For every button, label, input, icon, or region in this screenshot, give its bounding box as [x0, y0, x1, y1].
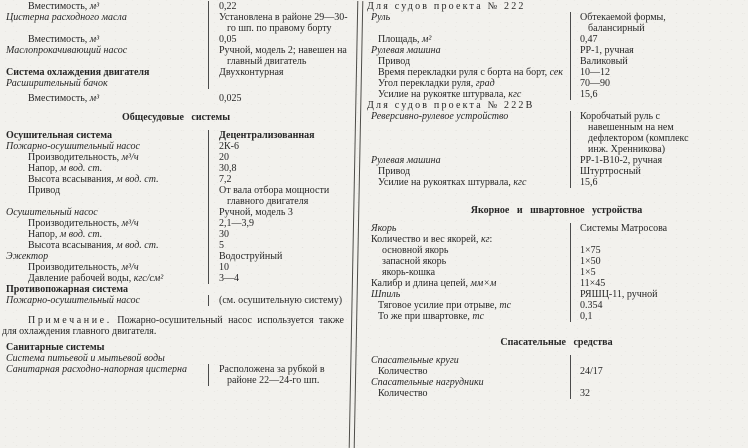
spec-value	[570, 377, 710, 388]
table-row	[0, 229, 352, 240]
unit-label: кгс/см²	[133, 273, 164, 284]
unit-label: сек	[549, 67, 563, 78]
note-paragraph: Примечание. Пожарно-осушительный насос используется также для охлаждения главного двигателя.	[2, 315, 344, 337]
table-row	[365, 78, 748, 89]
table-row	[365, 12, 748, 34]
table-row	[0, 251, 352, 262]
unit-label: м вод. ст.	[116, 240, 159, 251]
left-column	[0, 1, 352, 448]
spec-label: Время перекладки руля с борта на борт, сек	[378, 67, 563, 78]
table-row	[365, 267, 748, 278]
spec-label: Система охлаждения двигателя	[6, 67, 150, 78]
spec-value: 20	[208, 152, 352, 163]
table-row	[0, 163, 352, 174]
spec-label: Система питьевой и мытьевой воды	[6, 353, 165, 364]
table-row	[365, 111, 748, 155]
table-row	[0, 207, 352, 218]
table-row	[365, 56, 748, 67]
spec-label: основной якорь	[382, 245, 449, 256]
spec-label: Площадь, м²	[378, 34, 432, 45]
spec-label: Калибр и длина цепей, мм×м	[371, 278, 497, 289]
spec-value: 30,8	[208, 163, 352, 174]
table-row	[365, 256, 748, 267]
spec-label: Производительность, м³/ч	[28, 262, 139, 273]
spec-rows-block	[0, 342, 352, 364]
spec-value: Коробчатый руль с навешенным на нем дефлектором (комплекс инж. Хренникова)	[570, 111, 710, 155]
spec-value	[570, 234, 710, 245]
unit-label: м³/ч	[121, 262, 139, 273]
table-row	[0, 185, 352, 207]
table-row	[0, 353, 352, 364]
unit-label: град	[475, 78, 495, 89]
spec-rows-block	[365, 12, 748, 100]
spec-value: (см. осушительную систему)	[208, 295, 352, 306]
spec-rows-block	[0, 295, 352, 306]
table-row	[0, 141, 352, 152]
table-row	[0, 12, 352, 34]
spec-value: 0,025	[219, 93, 242, 104]
table-row	[0, 342, 352, 353]
spec-label: Якорь	[371, 223, 397, 234]
unit-label: кгс	[508, 89, 522, 100]
spec-label: Производительность, м³/ч	[28, 218, 139, 229]
table-row	[365, 34, 748, 45]
spec-value: Расположена за рубкой в районе 22—24-го шп.	[208, 364, 352, 386]
spec-value: 10	[208, 262, 352, 273]
spec-label: Маслопрокачивающий насос	[6, 45, 128, 56]
spec-label: Тяговое усилие при отрыве, тс	[378, 300, 512, 311]
spec-label: Спасательные круги	[371, 355, 459, 366]
section-heading: Якорное и швартовное устройства	[470, 205, 643, 216]
table-row	[0, 130, 352, 141]
spec-label: Усилие на рукоятках штурвала, кгс	[378, 177, 527, 188]
spec-value: 0,05	[208, 34, 352, 45]
spec-rows-block	[365, 355, 748, 399]
spec-label: Противопожарная система	[6, 284, 128, 295]
spec-rows-block	[365, 111, 748, 188]
spec-value: 3—4	[208, 273, 352, 284]
spec-label: Привод	[378, 56, 411, 67]
spec-label: Вместимость, м³	[28, 34, 100, 45]
table-row	[365, 177, 748, 188]
spec-value	[208, 342, 352, 353]
spec-label: Спасательные нагрудники	[371, 377, 484, 388]
table-row	[0, 1, 352, 12]
spec-value: 2,1—3,9	[208, 218, 352, 229]
spec-label: Рулевая машина	[371, 155, 441, 166]
spec-value: Децентрализованная	[208, 130, 352, 141]
spec-label: Производительность, м³/ч	[28, 152, 139, 163]
table-row	[365, 289, 748, 300]
table-row	[0, 218, 352, 229]
spec-value: 10—12	[570, 67, 710, 78]
table-row	[365, 223, 748, 234]
spec-label: Вместимость, м³	[28, 93, 100, 104]
spec-rows-block	[0, 1, 352, 89]
spec-value: 1×50	[570, 256, 710, 267]
spec-value: Валиковый	[570, 56, 710, 67]
unit-label: кг	[480, 234, 490, 245]
spec-value: 15,6	[570, 89, 710, 100]
spec-value: 30	[208, 229, 352, 240]
note-lead: Примечание.	[28, 315, 112, 326]
table-row	[365, 89, 748, 100]
spec-label: Санитарные системы	[6, 342, 105, 353]
spec-value: 7,2	[208, 174, 352, 185]
spec-label: Руль	[371, 12, 391, 23]
spec-value	[570, 355, 710, 366]
spec-value	[208, 78, 352, 89]
spec-value: Ручной, модель 3	[208, 207, 352, 218]
table-row	[0, 295, 352, 306]
table-row	[365, 67, 748, 78]
spec-value: 1×75	[570, 245, 710, 256]
unit-label: кгс	[513, 177, 527, 188]
spec-rows-block	[0, 130, 352, 284]
spec-value: 15,6	[570, 177, 710, 188]
spec-value: 0,1	[570, 311, 710, 322]
spec-value: 1×5	[570, 267, 710, 278]
unit-label: м³/ч	[121, 152, 139, 163]
spec-label: Расширительный бачок	[6, 78, 108, 89]
spec-value	[208, 353, 352, 364]
project-heading: Для судов проекта № 222	[367, 1, 526, 12]
spec-value: 11×45	[570, 278, 710, 289]
table-row	[365, 245, 748, 256]
spec-rows-block	[0, 284, 352, 295]
spec-value: Обтекаемой формы, балансирный	[570, 12, 710, 34]
table-row	[0, 174, 352, 185]
spec-label: Реверсивно-рулевое устройство	[371, 111, 509, 122]
spec-value: 70—90	[570, 78, 710, 89]
table-row	[365, 300, 748, 311]
unit-label: м³	[89, 34, 100, 45]
unit-label: м²	[422, 34, 432, 45]
table-row	[365, 311, 748, 322]
spec-value: 0.354	[570, 300, 710, 311]
spec-label: Напор, м вод. ст.	[28, 163, 103, 174]
right-column	[359, 1, 748, 448]
spec-label: Санитарная расходно-напорная цистерна	[6, 364, 187, 375]
spec-value: 5	[208, 240, 352, 251]
spec-value: РР-1-В10-2, ручная	[570, 155, 710, 166]
spec-label: Усилие на рукоятке штурвала, кгс	[378, 89, 522, 100]
table-row	[0, 93, 352, 104]
spec-label: Осушительный насос	[6, 207, 98, 218]
spec-value: От вала отбора мощности главного двигателя	[208, 185, 352, 207]
unit-label: м вод. ст.	[116, 174, 159, 185]
spec-value: 0,22	[208, 1, 352, 12]
spec-value: 0,47	[570, 34, 710, 45]
spec-label: Пожарно-осушительный насос	[6, 295, 140, 306]
table-row	[0, 67, 352, 78]
table-row	[0, 364, 352, 386]
unit-label: тс	[499, 300, 512, 311]
table-row	[365, 45, 748, 56]
table-row	[365, 377, 748, 388]
spec-label: Шпиль	[371, 289, 401, 300]
spec-value: Установлена в районе 29—30-го шп. по правому борту	[208, 12, 352, 34]
unit-label: м³/ч	[121, 218, 139, 229]
unit-label: м вод. ст.	[59, 163, 103, 174]
table-row	[0, 45, 352, 67]
table-row	[0, 152, 352, 163]
spec-label: Угол перекладки руля, град	[378, 78, 495, 89]
spec-label: Количество	[378, 366, 428, 377]
table-row	[0, 78, 352, 89]
spec-label: Количество и вес якорей, кг:	[371, 234, 493, 245]
table-row	[0, 34, 352, 45]
spec-label: Высота всасывания, м вод. ст.	[28, 174, 159, 185]
spec-value: Штуртросный	[570, 166, 710, 177]
spec-label: Напор, м вод. ст.	[28, 229, 103, 240]
project-heading: Для судов проекта № 222В	[367, 100, 535, 111]
unit-label: м³	[89, 93, 100, 104]
table-row	[0, 262, 352, 273]
spec-label: Вместимость, м³	[28, 1, 100, 12]
spec-label: То же при швартовке, тс	[378, 311, 485, 322]
spec-label: Пожарно-осушительный насос	[6, 141, 140, 152]
table-row	[0, 273, 352, 284]
table-row	[365, 278, 748, 289]
spec-value: РР-1, ручная	[570, 45, 710, 56]
section-heading: Общесудовые системы	[121, 112, 231, 123]
spec-value: РЯШЦ-11, ручной	[570, 289, 710, 300]
spec-label: Эжектор	[6, 251, 49, 262]
table-row	[365, 388, 748, 399]
unit-label: м³	[89, 1, 100, 12]
spec-label: Рулевая машина	[371, 45, 441, 56]
spec-value: Ручной, модель 2; навешен на главный двигатель	[208, 45, 352, 67]
unit-label: м вод. ст.	[59, 229, 103, 240]
table-row	[365, 155, 748, 166]
spec-label: Высота всасывания, м вод. ст.	[28, 240, 159, 251]
section-heading: Спасательные средства	[500, 337, 613, 348]
spec-label: Привод	[378, 166, 411, 177]
unit-label: мм×м	[470, 278, 497, 289]
spec-rows-block	[365, 223, 748, 322]
spec-value: 2К-6	[208, 141, 352, 152]
table-row	[365, 355, 748, 366]
spec-label: Осушительная система	[6, 130, 112, 141]
spec-value: Системы Матросова	[570, 223, 710, 234]
spec-label: Давление рабочей воды, кгс/см²	[28, 273, 164, 284]
table-row	[365, 166, 748, 177]
spec-label: Количество	[378, 388, 428, 399]
spec-value: 24/17	[570, 366, 710, 377]
table-row	[365, 366, 748, 377]
spec-label: Привод	[28, 185, 61, 196]
spec-value: Водоструйный	[208, 251, 352, 262]
unit-label: тс	[472, 311, 485, 322]
spec-value: Двухконтурная	[208, 67, 352, 78]
spec-value: 32	[570, 388, 710, 399]
spec-rows-block	[0, 364, 352, 386]
table-row	[365, 234, 748, 245]
spec-label: запасной якорь	[382, 256, 447, 267]
table-row	[0, 284, 352, 295]
spec-rows-block	[0, 93, 352, 104]
spec-label: Цистерна расходного масла	[6, 12, 127, 23]
spec-value	[208, 284, 352, 295]
table-row	[0, 240, 352, 251]
spec-label: якорь-кошка	[382, 267, 436, 278]
